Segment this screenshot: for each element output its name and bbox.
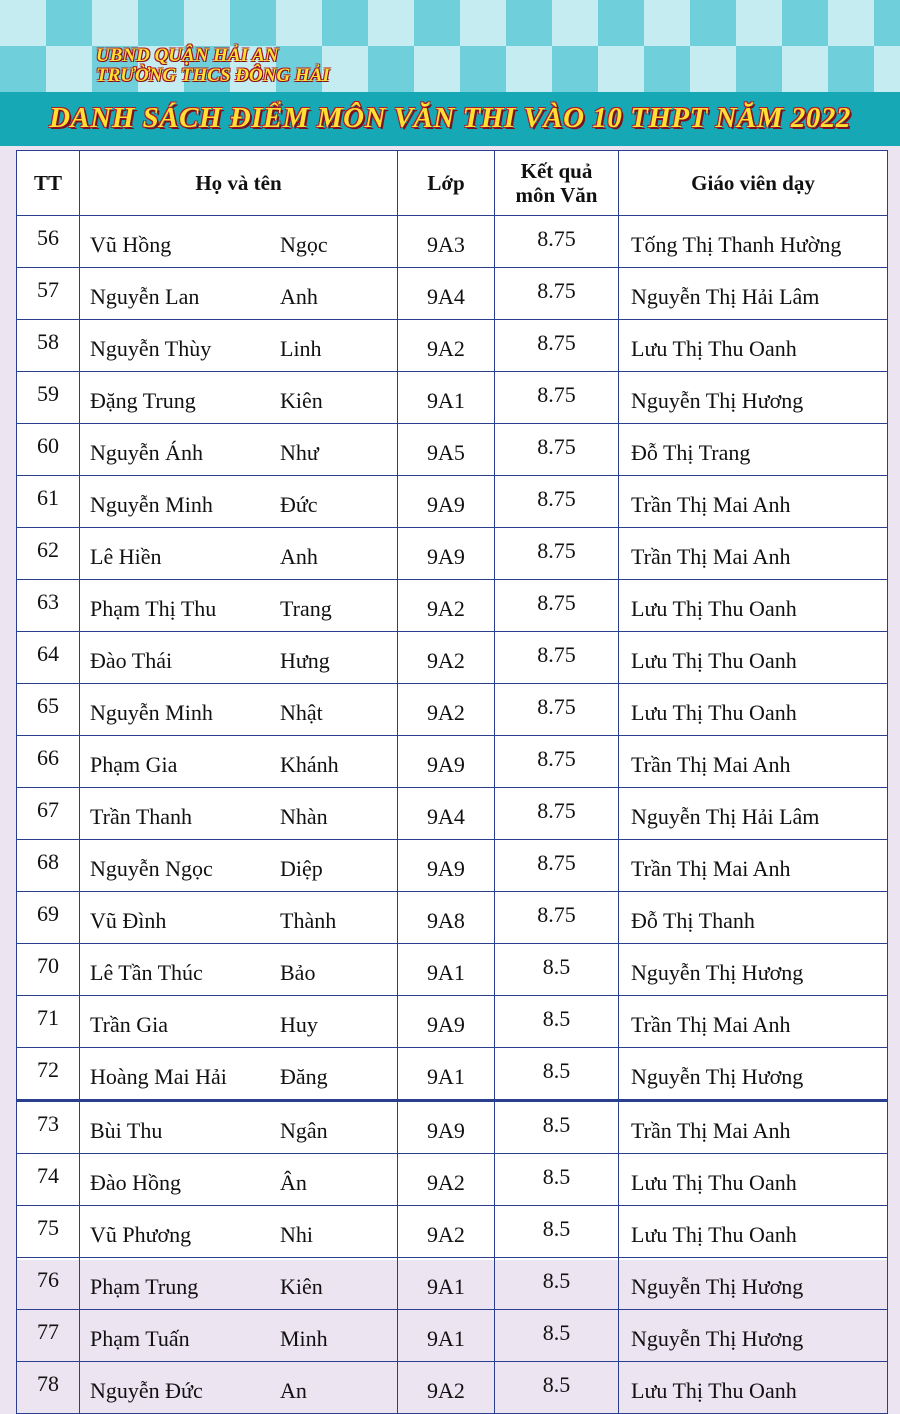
student-name bbox=[80, 996, 398, 1048]
literature-score: 8.75 bbox=[495, 632, 619, 684]
student-name bbox=[80, 944, 398, 996]
banner-tile bbox=[276, 0, 322, 46]
row-number: 62 bbox=[17, 528, 80, 580]
literature-score: 8.5 bbox=[495, 996, 619, 1048]
teacher-name: Đỗ Thị Thanh bbox=[619, 892, 888, 944]
student-given-name: Nhàn bbox=[280, 803, 328, 829]
literature-score: 8.5 bbox=[495, 1362, 619, 1414]
col-header-tt: TT bbox=[17, 151, 80, 216]
literature-score: 8.75 bbox=[495, 476, 619, 528]
banner-tile bbox=[460, 0, 506, 46]
student-name bbox=[80, 684, 398, 736]
student-class: 9A1 bbox=[398, 1310, 495, 1362]
student-name bbox=[80, 372, 398, 424]
row-number: 72 bbox=[17, 1048, 80, 1101]
row-number: 70 bbox=[17, 944, 80, 996]
teacher-name: Nguyễn Thị Hương bbox=[619, 944, 888, 996]
student-given-name: Khánh bbox=[280, 751, 339, 777]
student-class: 9A1 bbox=[398, 1258, 495, 1310]
student-class: 9A1 bbox=[398, 944, 495, 996]
table-row bbox=[17, 476, 888, 528]
student-class: 9A8 bbox=[398, 892, 495, 944]
row-number: 68 bbox=[17, 840, 80, 892]
banner-tile bbox=[782, 0, 828, 46]
student-name bbox=[80, 1258, 398, 1310]
student-surname: Vũ Phương bbox=[90, 1221, 192, 1247]
table-row bbox=[17, 788, 888, 840]
table-row bbox=[17, 216, 888, 268]
table-row bbox=[17, 528, 888, 580]
banner-tile bbox=[0, 0, 46, 46]
document-title: DANH SÁCH ĐIỂM MÔN VĂN THI VÀO 10 THPT NĂM 2022 bbox=[49, 102, 851, 134]
banner-tile bbox=[598, 46, 644, 92]
student-surname: Phạm Tuấn bbox=[90, 1325, 190, 1351]
student-class: 9A2 bbox=[398, 632, 495, 684]
student-surname: Vũ Hồng bbox=[90, 231, 172, 257]
student-surname: Nguyễn Đức bbox=[90, 1377, 203, 1403]
student-class: 9A9 bbox=[398, 736, 495, 788]
banner-tile bbox=[368, 0, 414, 46]
student-surname: Trần Gia bbox=[90, 1011, 169, 1037]
student-given-name: Đức bbox=[280, 491, 318, 517]
student-name bbox=[80, 840, 398, 892]
row-number: 71 bbox=[17, 996, 80, 1048]
banner-tile bbox=[322, 0, 368, 46]
literature-score: 8.75 bbox=[495, 684, 619, 736]
row-number: 60 bbox=[17, 424, 80, 476]
col-header-class: Lớp bbox=[398, 151, 495, 216]
student-given-name: Trang bbox=[280, 595, 332, 621]
student-name bbox=[80, 1154, 398, 1206]
banner-tile bbox=[92, 0, 138, 46]
literature-score: 8.75 bbox=[495, 736, 619, 788]
row-number: 65 bbox=[17, 684, 80, 736]
student-class: 9A4 bbox=[398, 788, 495, 840]
student-given-name: Ân bbox=[280, 1169, 307, 1195]
student-surname: Bùi Thu bbox=[90, 1117, 163, 1143]
banner-tile bbox=[414, 46, 460, 92]
row-number: 66 bbox=[17, 736, 80, 788]
banner-tile bbox=[644, 46, 690, 92]
student-given-name: An bbox=[280, 1377, 307, 1403]
table-row bbox=[17, 580, 888, 632]
student-class: 9A2 bbox=[398, 1362, 495, 1414]
table-row bbox=[17, 372, 888, 424]
row-number: 64 bbox=[17, 632, 80, 684]
literature-score: 8.5 bbox=[495, 1101, 619, 1154]
teacher-name: Lưu Thị Thu Oanh bbox=[619, 632, 888, 684]
teacher-name: Lưu Thị Thu Oanh bbox=[619, 320, 888, 372]
score-table bbox=[16, 150, 888, 1414]
row-number: 59 bbox=[17, 372, 80, 424]
student-given-name: Đăng bbox=[280, 1063, 328, 1089]
table-row bbox=[17, 944, 888, 996]
table-row bbox=[17, 684, 888, 736]
banner-tile bbox=[506, 0, 552, 46]
student-name bbox=[80, 268, 398, 320]
school-line-2: TRƯỜNG THCS ĐÔNG HẢI bbox=[96, 65, 330, 86]
row-number: 69 bbox=[17, 892, 80, 944]
student-class: 9A2 bbox=[398, 1206, 495, 1258]
table-row bbox=[17, 1101, 888, 1154]
banner-tile bbox=[782, 46, 828, 92]
literature-score: 8.5 bbox=[495, 1048, 619, 1101]
literature-score: 8.75 bbox=[495, 216, 619, 268]
student-given-name: Kiên bbox=[280, 387, 323, 413]
student-class: 9A4 bbox=[398, 268, 495, 320]
banner-tile bbox=[552, 46, 598, 92]
table-row bbox=[17, 1310, 888, 1362]
literature-score: 8.75 bbox=[495, 892, 619, 944]
row-number: 56 bbox=[17, 216, 80, 268]
row-number: 78 bbox=[17, 1362, 80, 1414]
student-surname: Nguyễn Minh bbox=[90, 491, 213, 517]
student-given-name: Nhật bbox=[280, 699, 323, 725]
banner-tile bbox=[184, 0, 230, 46]
student-name bbox=[80, 788, 398, 840]
literature-score: 8.75 bbox=[495, 840, 619, 892]
student-class: 9A3 bbox=[398, 216, 495, 268]
student-surname: Nguyễn Ánh bbox=[90, 439, 204, 465]
student-name bbox=[80, 424, 398, 476]
col-header-score-line1: Kết quả bbox=[520, 159, 593, 183]
student-class: 9A2 bbox=[398, 320, 495, 372]
row-number: 63 bbox=[17, 580, 80, 632]
teacher-name: Nguyễn Thị Hương bbox=[619, 1258, 888, 1310]
student-given-name: Kiên bbox=[280, 1273, 323, 1299]
student-name bbox=[80, 580, 398, 632]
teacher-name: Trần Thị Mai Anh bbox=[619, 736, 888, 788]
student-surname: Đặng Trung bbox=[90, 387, 196, 413]
literature-score: 8.5 bbox=[495, 944, 619, 996]
teacher-name: Lưu Thị Thu Oanh bbox=[619, 684, 888, 736]
literature-score: 8.75 bbox=[495, 372, 619, 424]
table-row bbox=[17, 320, 888, 372]
table-row bbox=[17, 632, 888, 684]
literature-score: 8.5 bbox=[495, 1154, 619, 1206]
student-name bbox=[80, 476, 398, 528]
banner-tile bbox=[506, 46, 552, 92]
student-given-name: Diệp bbox=[280, 855, 323, 881]
teacher-name: Trần Thị Mai Anh bbox=[619, 476, 888, 528]
student-class: 9A9 bbox=[398, 996, 495, 1048]
student-class: 9A1 bbox=[398, 372, 495, 424]
student-name bbox=[80, 1310, 398, 1362]
student-surname: Nguyễn Thùy bbox=[90, 335, 212, 361]
student-given-name: Ngân bbox=[280, 1117, 328, 1143]
student-class: 9A9 bbox=[398, 840, 495, 892]
student-class: 9A2 bbox=[398, 580, 495, 632]
col-header-name: Họ và tên bbox=[80, 151, 398, 216]
student-given-name: Như bbox=[280, 439, 319, 465]
table-body bbox=[17, 216, 888, 1414]
teacher-name: Lưu Thị Thu Oanh bbox=[619, 1154, 888, 1206]
banner-tile bbox=[0, 46, 46, 92]
col-header-teacher: Giáo viên dạy bbox=[619, 151, 888, 216]
teacher-name: Lưu Thị Thu Oanh bbox=[619, 1206, 888, 1258]
table-row bbox=[17, 268, 888, 320]
banner-tile bbox=[690, 0, 736, 46]
table-row bbox=[17, 996, 888, 1048]
literature-score: 8.75 bbox=[495, 788, 619, 840]
student-given-name: Minh bbox=[280, 1325, 328, 1351]
school-name bbox=[96, 46, 330, 86]
table-row bbox=[17, 892, 888, 944]
teacher-name: Đỗ Thị Trang bbox=[619, 424, 888, 476]
student-given-name: Hưng bbox=[280, 647, 330, 673]
student-surname: Phạm Thị Thu bbox=[90, 595, 217, 621]
student-given-name: Ngọc bbox=[280, 231, 328, 257]
literature-score: 8.75 bbox=[495, 268, 619, 320]
teacher-name: Trần Thị Mai Anh bbox=[619, 1101, 888, 1154]
student-surname: Phạm Gia bbox=[90, 751, 178, 777]
banner-tile bbox=[828, 0, 874, 46]
student-name bbox=[80, 892, 398, 944]
row-number: 74 bbox=[17, 1154, 80, 1206]
banner-tile bbox=[368, 46, 414, 92]
col-header-score bbox=[495, 151, 619, 216]
banner-tile bbox=[736, 46, 782, 92]
student-given-name: Bảo bbox=[280, 959, 316, 985]
banner-tile bbox=[690, 46, 736, 92]
student-name bbox=[80, 320, 398, 372]
student-surname: Phạm Trung bbox=[90, 1273, 199, 1299]
student-surname: Lê Hiền bbox=[90, 543, 162, 569]
banner-tile bbox=[552, 0, 598, 46]
banner-tile bbox=[598, 0, 644, 46]
student-name bbox=[80, 1101, 398, 1154]
row-number: 77 bbox=[17, 1310, 80, 1362]
row-number: 57 bbox=[17, 268, 80, 320]
student-class: 9A1 bbox=[398, 1048, 495, 1101]
table-row bbox=[17, 1362, 888, 1414]
banner-tile bbox=[414, 0, 460, 46]
student-given-name: Anh bbox=[280, 283, 318, 309]
teacher-name: Trần Thị Mai Anh bbox=[619, 528, 888, 580]
student-surname: Vũ Đình bbox=[90, 907, 167, 933]
table-row bbox=[17, 1154, 888, 1206]
banner-tile bbox=[828, 46, 874, 92]
student-class: 9A2 bbox=[398, 684, 495, 736]
table-row bbox=[17, 1258, 888, 1310]
literature-score: 8.75 bbox=[495, 320, 619, 372]
literature-score: 8.75 bbox=[495, 424, 619, 476]
student-surname: Hoàng Mai Hải bbox=[90, 1063, 227, 1089]
teacher-name: Nguyễn Thị Hương bbox=[619, 372, 888, 424]
student-surname: Lê Tần Thúc bbox=[90, 959, 203, 985]
banner-tile bbox=[736, 0, 782, 46]
banner-tile bbox=[230, 0, 276, 46]
student-surname: Trần Thanh bbox=[90, 803, 193, 829]
banner-tile bbox=[460, 46, 506, 92]
student-name bbox=[80, 528, 398, 580]
literature-score: 8.75 bbox=[495, 528, 619, 580]
student-surname: Đào Thái bbox=[90, 647, 173, 673]
table-row bbox=[17, 840, 888, 892]
banner-tile bbox=[138, 0, 184, 46]
banner-tile bbox=[874, 46, 900, 92]
student-surname: Nguyễn Lan bbox=[90, 283, 200, 309]
teacher-name: Trần Thị Mai Anh bbox=[619, 840, 888, 892]
col-header-score-line2: môn Văn bbox=[515, 183, 598, 207]
teacher-name: Trần Thị Mai Anh bbox=[619, 996, 888, 1048]
student-name bbox=[80, 1048, 398, 1101]
school-line-1: UBND QUẬN HẢI AN bbox=[96, 45, 279, 66]
row-number: 58 bbox=[17, 320, 80, 372]
banner-tile bbox=[644, 0, 690, 46]
student-class: 9A2 bbox=[398, 1154, 495, 1206]
student-name bbox=[80, 632, 398, 684]
table-row bbox=[17, 1206, 888, 1258]
table-row bbox=[17, 1048, 888, 1101]
student-name bbox=[80, 1362, 398, 1414]
header-banner bbox=[0, 0, 900, 146]
banner-tile bbox=[874, 0, 900, 46]
student-name bbox=[80, 1206, 398, 1258]
row-number: 67 bbox=[17, 788, 80, 840]
student-class: 9A5 bbox=[398, 424, 495, 476]
row-number: 76 bbox=[17, 1258, 80, 1310]
row-number: 61 bbox=[17, 476, 80, 528]
literature-score: 8.5 bbox=[495, 1310, 619, 1362]
student-given-name: Thành bbox=[280, 907, 337, 933]
row-number: 73 bbox=[17, 1101, 80, 1154]
literature-score: 8.75 bbox=[495, 580, 619, 632]
student-surname: Nguyễn Ngọc bbox=[90, 855, 213, 881]
teacher-name: Nguyễn Thị Hương bbox=[619, 1048, 888, 1101]
student-class: 9A9 bbox=[398, 528, 495, 580]
student-name bbox=[80, 736, 398, 788]
teacher-name: Lưu Thị Thu Oanh bbox=[619, 1362, 888, 1414]
literature-score: 8.5 bbox=[495, 1206, 619, 1258]
teacher-name: Nguyễn Thị Hải Lâm bbox=[619, 788, 888, 840]
banner-tile bbox=[46, 46, 92, 92]
student-given-name: Nhi bbox=[280, 1221, 313, 1247]
score-sheet bbox=[16, 150, 887, 1403]
student-surname: Đào Hồng bbox=[90, 1169, 182, 1195]
teacher-name: Nguyễn Thị Hải Lâm bbox=[619, 268, 888, 320]
banner-tile bbox=[46, 0, 92, 46]
table-header-row bbox=[17, 151, 888, 216]
student-surname: Nguyễn Minh bbox=[90, 699, 213, 725]
student-class: 9A9 bbox=[398, 476, 495, 528]
student-name bbox=[80, 216, 398, 268]
teacher-name: Tống Thị Thanh Hường bbox=[619, 216, 888, 268]
teacher-name: Lưu Thị Thu Oanh bbox=[619, 580, 888, 632]
student-class: 9A9 bbox=[398, 1101, 495, 1154]
literature-score: 8.5 bbox=[495, 1258, 619, 1310]
row-number: 75 bbox=[17, 1206, 80, 1258]
student-given-name: Anh bbox=[280, 543, 318, 569]
table-row bbox=[17, 736, 888, 788]
table-row bbox=[17, 424, 888, 476]
student-given-name: Huy bbox=[280, 1011, 318, 1037]
teacher-name: Nguyễn Thị Hương bbox=[619, 1310, 888, 1362]
student-given-name: Linh bbox=[280, 335, 322, 361]
